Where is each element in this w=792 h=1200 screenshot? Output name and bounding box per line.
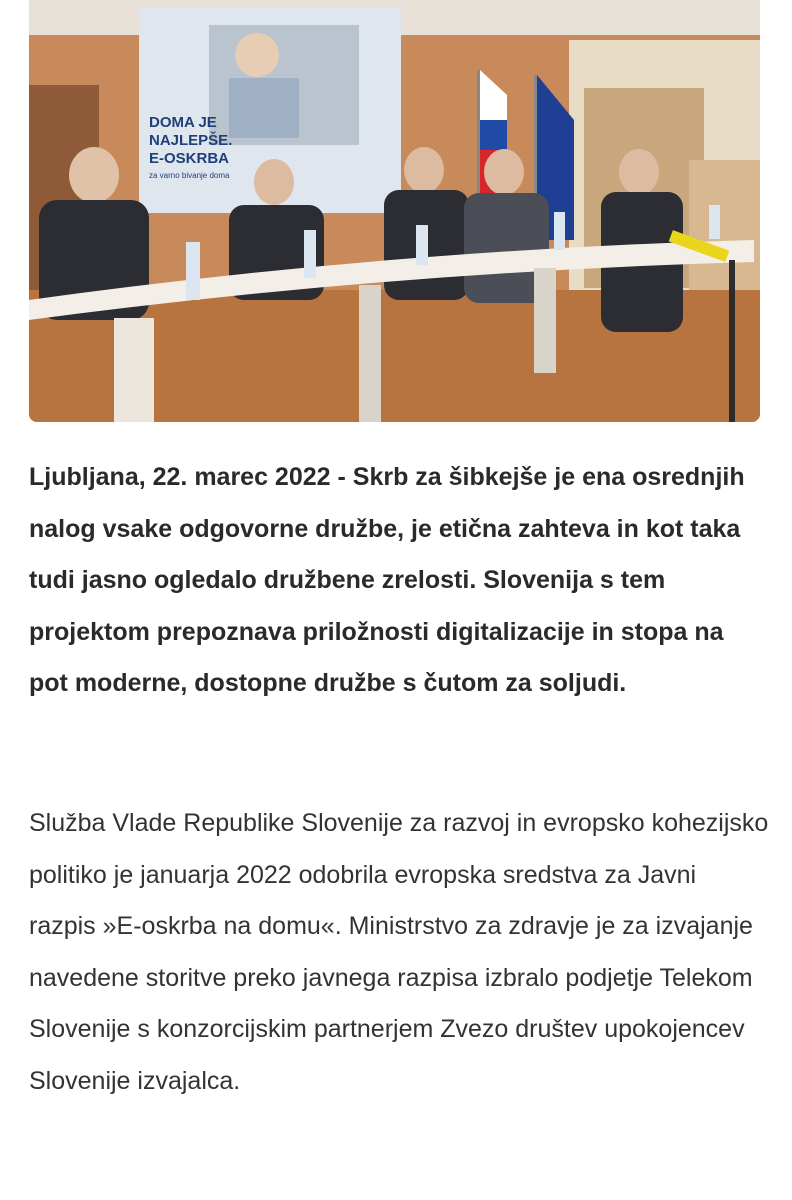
photo-illustration xyxy=(29,0,760,422)
article-body-paragraph: Služba Vlade Republike Slovenije za razvoj in evropsko kohezijsko politiko je januarja 2022 odobrila evropska sredstva za Javni razpis »E-oskrba na domu«. Ministrstvo za zdravje je za izvajanje navedene storitve preko javnega razpisa izbralo podjetje Telekom Slovenije s konzorcijskim partnerjem Zvezo društev upokojencev Slovenije izvajalca. xyxy=(29,809,769,1095)
screen-title-line2: NAJLEPŠE. xyxy=(149,132,233,149)
screen-subtitle: za varno bivanje doma xyxy=(149,171,230,180)
screen-title-line3: E-OSKRBA xyxy=(149,150,230,167)
article-lead-paragraph: Ljubljana, 22. marec 2022 - Skrb za šibkejše je ena osrednjih nalog vsake odgovorne družbe, je etična zahteva in kot taka tudi jasno ogledalo družbene zrelosti. Slovenija s tem projektom prepoznava priložnosti digitalizacije in stopa na pot moderne, dostopne družbe s čutom za soljudi. xyxy=(29,463,745,697)
screen-title-line1: DOMA JE xyxy=(149,114,217,131)
press-conference-photo[interactable] xyxy=(29,0,760,422)
